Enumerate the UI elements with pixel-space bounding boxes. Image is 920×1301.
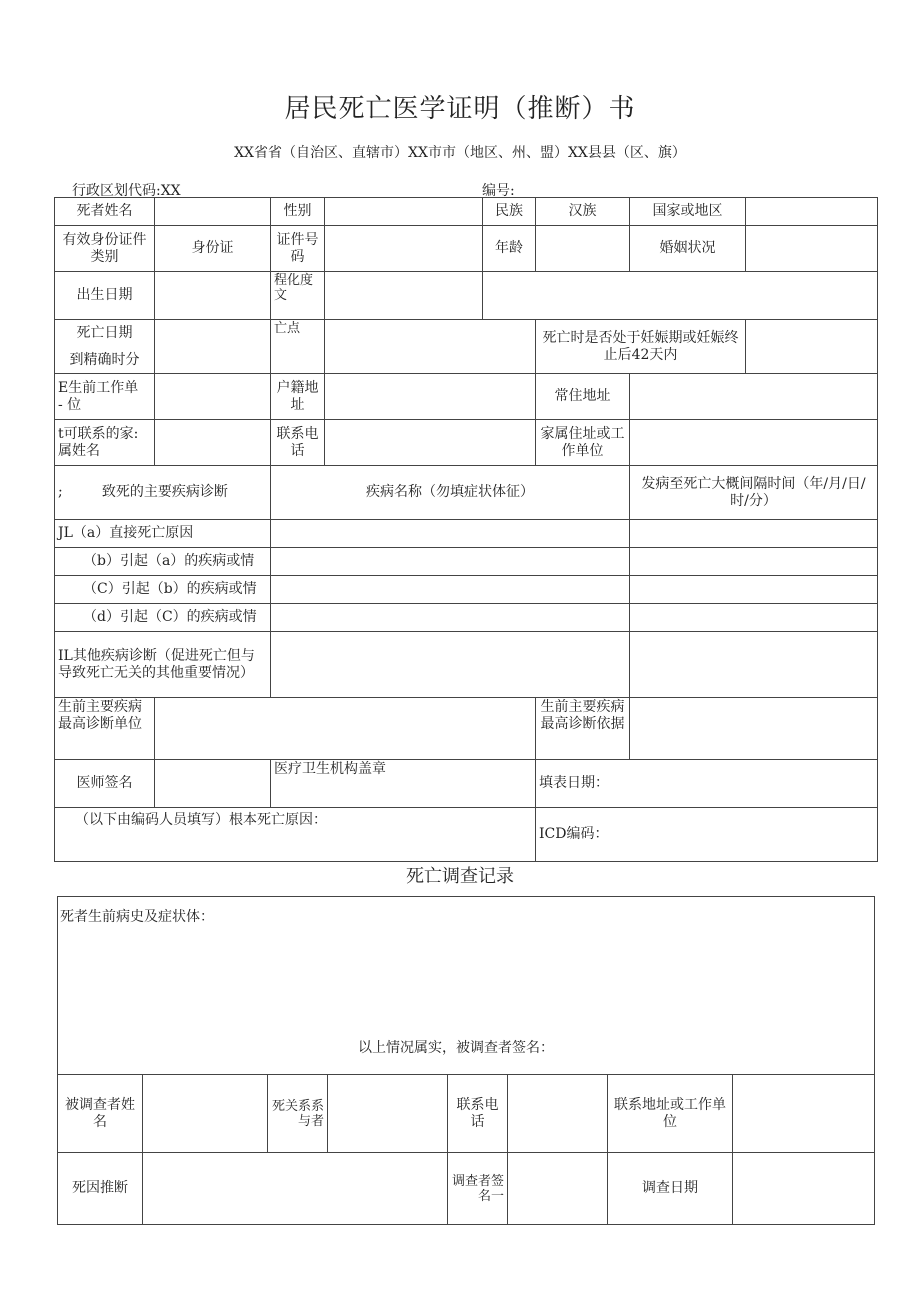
doctor-label: 医师签名 [55, 760, 155, 808]
id-type-value[interactable]: 身份证 [155, 226, 271, 272]
death-date-cell [55, 320, 155, 374]
other-diagnosis-label: IL其他疾病诊断（促进死亡但与导致死亡无关的其他重要情况） [55, 632, 271, 698]
cause-inference-label: 死因推断 [58, 1153, 143, 1225]
fill-date-label[interactable]: 填表日期： [536, 760, 878, 808]
work-unit-suffix: - 位 [58, 396, 82, 413]
pregnancy-field[interactable] [746, 320, 878, 374]
gender-field[interactable] [325, 198, 483, 226]
family-address-field[interactable] [630, 420, 878, 466]
id-number-label: 证件号码 [271, 226, 325, 272]
cause-b-field[interactable] [271, 548, 630, 576]
birth-field[interactable] [155, 272, 271, 320]
survey-title: 死亡调查记录 [406, 866, 514, 887]
relation-label: 死关系系与者 [268, 1075, 328, 1153]
diag-unit-label: 生前主要疾病最高诊断单位 [55, 698, 155, 760]
cause-c-interval[interactable] [630, 576, 878, 604]
marital-field[interactable] [746, 226, 878, 272]
gender-label: 性别 [271, 198, 325, 226]
cause-c-field[interactable] [271, 576, 630, 604]
death-date-precision: 到精确时分 [69, 351, 140, 368]
serial-label: 编号: [482, 183, 515, 199]
name-label: 死者姓名 [55, 198, 155, 226]
work-unit-label: E生前工作单 [58, 379, 139, 396]
id-number-field[interactable] [325, 226, 483, 272]
survey-date-label: 调查日期 [608, 1153, 733, 1225]
disease-name-label: 疾病名称（勿填症状体征） [271, 466, 630, 520]
doctor-field[interactable] [155, 760, 271, 808]
id-type-label: 有效身份证件类别 [55, 226, 155, 272]
admin-code-label: 行政区划代码:XX [72, 183, 181, 199]
death-place-label: 亡点 [271, 320, 325, 374]
other-diagnosis-interval[interactable] [630, 632, 878, 698]
other-diagnosis-field[interactable] [271, 632, 630, 698]
name-field[interactable] [155, 198, 271, 226]
diag-basis-field[interactable] [630, 698, 878, 760]
death-date-label: 死亡日期 [76, 324, 133, 341]
seal-label: 医疗卫生机构盖章 [271, 760, 536, 808]
survey-confirm-label: 以上情况属实，被调查者签名： [358, 1040, 554, 1056]
ethnicity-value[interactable]: 汉族 [536, 198, 630, 226]
phone-label: 联系电话 [448, 1075, 508, 1153]
work-unit-cell [55, 374, 155, 420]
root-cause-label[interactable]: （以下由编码人员填写）根本死亡原因： [55, 808, 536, 862]
investigator-field[interactable] [508, 1153, 608, 1225]
work-unit-field[interactable] [155, 374, 271, 420]
marital-label: 婚姻状况 [630, 226, 746, 272]
cause-d-interval[interactable] [630, 604, 878, 632]
hukou-field[interactable] [325, 374, 536, 420]
residence-label: 常住地址 [536, 374, 630, 420]
cause-inference-field[interactable] [143, 1153, 448, 1225]
birth-label: 出生日期 [55, 272, 155, 320]
respondent-field[interactable] [143, 1075, 268, 1153]
contact-phone-label: 联系电话 [271, 420, 325, 466]
diagnosis-prefix: ; [58, 484, 63, 500]
cause-a-interval[interactable] [630, 520, 878, 548]
family-address-label: 家属住址或工作单位 [536, 420, 630, 466]
diag-unit-field[interactable] [155, 698, 536, 760]
cause-d-label: （d）引起（C）的疾病或情 [55, 604, 271, 632]
diag-basis-label: 生前主要疾病最高诊断依据 [536, 698, 630, 760]
death-certificate-table [54, 197, 878, 862]
survey-date-field[interactable] [733, 1153, 875, 1225]
icd-label[interactable]: ICD编码： [536, 808, 878, 862]
hukou-label: 户籍地址 [271, 374, 325, 420]
relation-field[interactable] [328, 1075, 448, 1153]
cause-a-field[interactable] [271, 520, 630, 548]
cause-b-label: （b）引起（a）的疾病或情 [55, 548, 271, 576]
death-date-field[interactable] [155, 320, 271, 374]
cause-a-label: JL（a）直接死亡原因 [55, 520, 271, 548]
education-field[interactable] [325, 272, 483, 320]
cause-b-interval[interactable] [630, 548, 878, 576]
address-field[interactable] [733, 1075, 875, 1153]
contact-family-field[interactable] [155, 420, 271, 466]
survey-history-label: 死者生前病史及症状体： [60, 909, 214, 925]
page-title: 居民死亡医学证明（推断）书 [284, 94, 636, 124]
row3-blank[interactable] [483, 272, 878, 320]
ethnicity-label: 民族 [483, 198, 536, 226]
pregnancy-label: 死亡时是否处于妊娠期或妊娠终止后42天内 [536, 320, 746, 374]
residence-field[interactable] [630, 374, 878, 420]
investigator-label: 调查者签名一 [448, 1153, 508, 1225]
respondent-label: 被调查者姓名 [58, 1075, 143, 1153]
age-label: 年龄 [483, 226, 536, 272]
country-field[interactable] [746, 198, 878, 226]
address-label: 联系地址或工作单位 [608, 1075, 733, 1153]
country-label: 国家或地区 [630, 198, 746, 226]
age-field[interactable] [536, 226, 630, 272]
survey-table [57, 1074, 875, 1225]
interval-label: 发病至死亡大概间隔时间（年/月/日/时/分） [630, 466, 878, 520]
phone-field[interactable] [508, 1075, 608, 1153]
death-place-field[interactable] [325, 320, 536, 374]
cause-d-field[interactable] [271, 604, 630, 632]
diagnosis-header [55, 466, 271, 520]
contact-family-label: t可联系的家:属姓名 [55, 420, 155, 466]
cause-c-label: （C）引起（b）的疾病或情 [55, 576, 271, 604]
region-line: XX省省（自治区、直辖市）XX市市（地区、州、盟）XX县县（区、旗） [234, 145, 686, 161]
diagnosis-label: 致死的主要疾病诊断 [101, 484, 228, 500]
education-label: 程化度文 [271, 272, 325, 320]
contact-phone-field[interactable] [325, 420, 536, 466]
